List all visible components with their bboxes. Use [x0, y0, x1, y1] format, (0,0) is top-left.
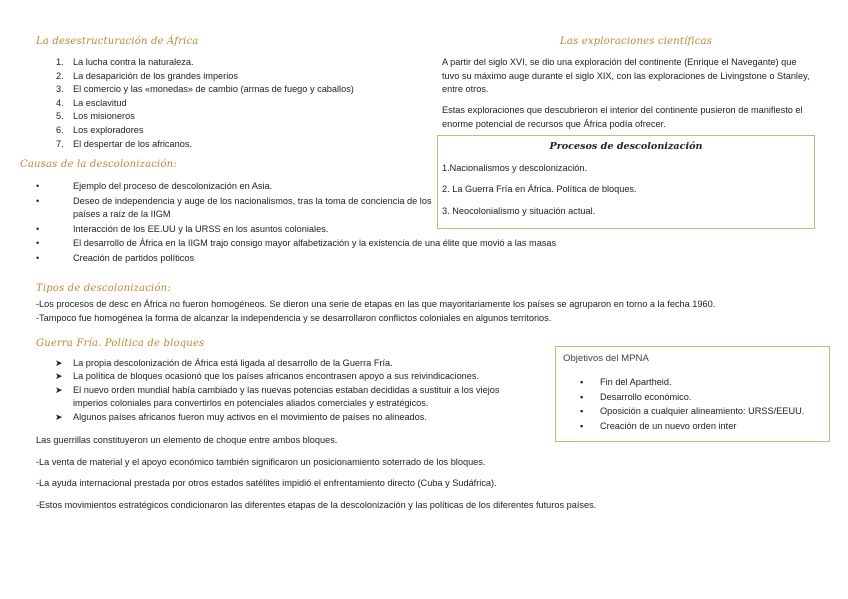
bullet-icon: • [36, 223, 40, 234]
list-item: 7. El despertar de los africanos. [56, 138, 192, 149]
guerra-fria-paragraph: -La venta de material y el apoyo económico también significaron un posicionamiento soterrado de los bloques. [36, 457, 486, 467]
list-item: ▪ Desarrollo económico. [580, 390, 804, 405]
procesos-box [437, 135, 815, 229]
exploraciones-paragraph: A partir del siglo XVI, se dio una exploración del continente (Enrique el Navegante) que tuvo su máximo auge durante el siglo XIX, con las exploraciones de Livingstone o Stanley, entre otros. [442, 57, 810, 95]
section-title-guerra-fria: Guerra Fría. Política de bloques [36, 338, 205, 349]
procesos-box-title: Procesos de descolonización [549, 141, 703, 152]
desestructuracion-list [56, 56, 354, 151]
exploraciones-paragraph: Estas exploraciones que descubrieron el interior del continente pusieron de manifiesto el enorme potencial de recursos que África podía ofrecer. [442, 105, 803, 129]
list-item: 4. La esclavitud [56, 97, 127, 108]
guerra-fria-list [55, 357, 515, 424]
list-item: • Deseo de independencia y auge de los nacionalismos, tras la toma de conciencia de los países a raíz de la IIGM [36, 195, 432, 219]
arrow-bullet-icon: ➤ [55, 411, 63, 422]
section-title-causas: Causas de la descolonización: [20, 159, 177, 170]
bullet-icon: • [36, 195, 40, 206]
tipos-line: -Tampoco fue homogénea la forma de alcanzar la independencia y se desarrollaron conflictos coloniales en algunos territorios. [36, 313, 552, 323]
mpna-list [580, 375, 804, 434]
list-item: 1. La lucha contra la naturaleza. [56, 57, 194, 67]
bullet-icon: • [36, 252, 40, 263]
guerra-fria-paragraph: Las guerrillas constituyeron un elemento de choque entre ambos bloques. [36, 435, 338, 445]
list-item: ▪ Fin del Apartheid. [580, 375, 804, 390]
mpna-box-title: Objetivos del MPNA [563, 353, 649, 364]
procesos-item: 1.Nacionalismos y descolonización. [442, 163, 588, 173]
bullet-icon: ▪ [580, 391, 584, 402]
list-item: ➤ La política de bloques ocasionó que los países africanos encontrasen apoyo a sus reivindicaciones. [55, 370, 515, 383]
tipos-line: -Los procesos de desc en África no fueron homogéneos. Se dieron una serie de etapas en las que mayoritariamente los países se agruparon en torno a la fecha 1960. [36, 299, 716, 309]
procesos-item: 2. La Guerra Fría en África. Política de bloques. [442, 184, 637, 194]
list-item: ▪ Oposición a cualquier alineamiento: URSS/EEUU. [580, 404, 804, 419]
bullet-icon: ▪ [580, 406, 584, 417]
list-item: 3. El comercio y las «monedas» de cambio (armas de fuego y caballos) [56, 84, 354, 95]
bullet-icon: • [36, 181, 40, 191]
list-item: ➤ Algunos países africanos fueron muy activos en el movimiento de países no alineados. [55, 411, 515, 424]
section-title-tipos: Tipos de descolonización: [36, 283, 171, 294]
arrow-bullet-icon: ➤ [55, 384, 63, 395]
list-item: • Creación de partidos políticos [36, 252, 436, 266]
procesos-item: 3. Neocolonialismo y situación actual. [442, 206, 596, 216]
list-item: • El desarrollo de África en la IIGM trajo consigo mayor alfabetización y la existencia de una élite que movió a las masas [36, 237, 436, 251]
list-item: ➤ El nuevo orden mundial había cambiado y las nuevas potencias estaban decididas a sustituir a los viejos imperios coloniales para convertirlos en potenciales aliados comerciales y estratégicos. [55, 384, 500, 409]
list-item: 5. Los misioneros [56, 111, 135, 122]
list-item: 2. La desaparición de los grandes imperios [56, 70, 238, 81]
arrow-bullet-icon: ➤ [55, 358, 63, 368]
section-title-exploraciones: Las exploraciones científicas [560, 36, 713, 47]
bullet-icon: ▪ [580, 377, 584, 387]
list-item: 6. Los exploradores [56, 124, 144, 135]
guerra-fria-paragraph: -La ayuda internacional prestada por otros estados satélites impidió el enfrentamiento directo (Cuba y Sudáfrica). [36, 478, 497, 488]
list-item: • Ejemplo del proceso de descolonización en Asia. [36, 180, 436, 194]
list-item: ➤ La propia descolonización de África está ligada al desarrollo de la Guerra Fría. [55, 357, 515, 370]
bullet-icon: • [36, 238, 40, 248]
section-title-desestructuracion: La desestructuración de África [36, 36, 199, 47]
list-item: • Interacción de los EE.UU y la URSS en los asuntos coloniales. [36, 223, 436, 237]
arrow-bullet-icon: ➤ [55, 371, 63, 382]
guerra-fria-paragraph: -Estos movimientos estratégicos condicionaron las diferentes etapas de la descolonización y las políticas de los diferentes futuros países. [36, 500, 597, 510]
list-item: ▪ Creación de un nuevo orden inter [580, 419, 804, 434]
bullet-icon: ▪ [580, 421, 584, 432]
mpna-box [555, 346, 830, 442]
